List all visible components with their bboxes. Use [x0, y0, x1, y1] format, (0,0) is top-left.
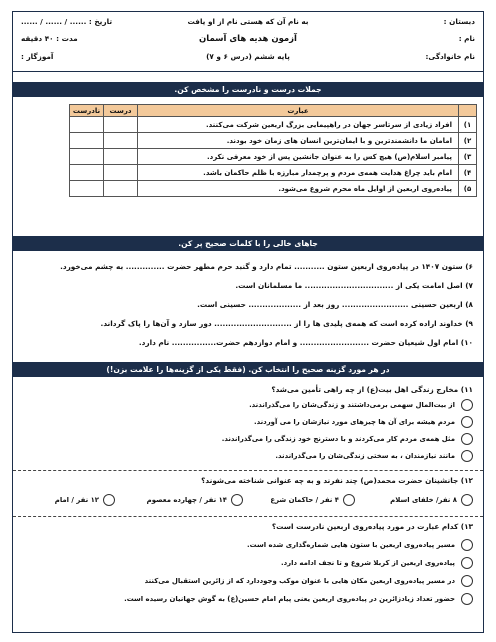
- option-radio[interactable]: [461, 593, 473, 605]
- exam-title: آزمون هدیه های آسمان: [199, 34, 297, 44]
- row-number: ۴): [459, 165, 477, 181]
- row-text: افراد زیادی از سرتاسر جهان در راهپیمایی بزرگ اربعین شرکت می‌کنند.: [138, 117, 459, 133]
- exam-header: [13, 12, 483, 72]
- option-radio[interactable]: [103, 494, 115, 506]
- table-row: [70, 165, 477, 181]
- option-text: ۴ نفر / حاکمان شرع: [270, 496, 339, 504]
- option-text: در مسیر پیاده‌روی اربعین مکان هایی با عنوان موکب وجوددارد که از زائرین استقبال می‌کنند: [144, 577, 455, 585]
- col-number: [459, 105, 477, 117]
- row-number: ۱): [459, 117, 477, 133]
- basmala: به نام آن که هستی نام از او یافت: [187, 17, 309, 26]
- option-radio[interactable]: [461, 450, 473, 462]
- fill-blank-line: ۷) اصل امامت یکی از ................................ ما مسلمانان است.: [235, 281, 473, 290]
- table-row: [70, 133, 477, 149]
- exam-sheet: [12, 11, 484, 633]
- true-false-table: [69, 104, 477, 197]
- true-cell[interactable]: [104, 181, 138, 197]
- row-text: امامان ما دانشمندترین و با ایمان‌ترین انسان های زمان خود بودند.: [138, 133, 459, 149]
- col-phrase: عبارت: [138, 105, 459, 117]
- section3-title: در هر مورد گزینه صحیح را انتخاب کن. (فقط یکی از گزینه‌ها را علامت بزن!): [13, 362, 483, 377]
- false-cell[interactable]: [70, 117, 104, 133]
- table-row: [70, 181, 477, 197]
- col-true: درست: [104, 105, 138, 117]
- table-row: [70, 149, 477, 165]
- fill-blank-line: ۹) خداوند اراده کرده است که همه‌ی پلیدی ها را از ............................ دور سازد و آن‌ها را پاک گرداند.: [100, 319, 473, 328]
- option-text: ۱۴ نفر / چهارده معصوم: [146, 496, 227, 504]
- name-label: نام :: [458, 34, 475, 43]
- row-number: ۵): [459, 181, 477, 197]
- section1-title: جملات درست و نادرست را مشخص کن.: [13, 82, 483, 97]
- false-cell[interactable]: [70, 149, 104, 165]
- option-radio[interactable]: [461, 416, 473, 428]
- option-text: حضور تعداد زیادزائرین در پیاده‌روی اربعین یعنی پیام امام حسین(ع) به گوش جهانیان رسیده است.: [124, 595, 455, 603]
- option-text: مثل همه‌ی مردم کار می‌کردند و با دسترنج خود زندگی را می‌گذراندند.: [221, 435, 455, 443]
- teacher-label: آموزگار :: [21, 52, 54, 61]
- row-text: امام باید چراغ هدایت همه‌ی مردم و پرچمدار مبارزه با ظلم حاکمان باشد.: [138, 165, 459, 181]
- divider: [13, 470, 483, 471]
- duration-label: مدت : ۴۰ دقیقه: [21, 34, 78, 43]
- date-label: تاریخ : ...... / ...... / ......: [21, 17, 113, 26]
- option-text: مردم هیشه برای آن ها چیزهای مورد نیازشان را می آوردند.: [253, 418, 455, 426]
- option-radio[interactable]: [461, 433, 473, 445]
- section2-title: جاهای خالی را با کلمات صحیح پر کن.: [13, 236, 483, 251]
- option-radio[interactable]: [461, 494, 473, 506]
- option-text: ۱۲ نفر / امام: [54, 496, 99, 504]
- row-number: ۳): [459, 149, 477, 165]
- school-label: دبستان :: [443, 17, 475, 26]
- question-12: ۱۲) جانشینان حضرت محمد(ص) چند نفرند و به چه عنوانی شناخته می‌شوند؟: [201, 476, 473, 485]
- false-cell[interactable]: [70, 133, 104, 149]
- true-cell[interactable]: [104, 133, 138, 149]
- fill-blank-line: ۱۰) امام اول شیعیان حضرت ......................... و امام دوازدهم حضرت................ نام دارد.: [138, 338, 473, 347]
- option-radio[interactable]: [343, 494, 355, 506]
- true-cell[interactable]: [104, 165, 138, 181]
- col-false: نادرست: [70, 105, 104, 117]
- divider: [13, 516, 483, 517]
- false-cell[interactable]: [70, 165, 104, 181]
- grade-label: پایه ششم (درس ۶ و ۷): [206, 52, 290, 61]
- table-row: [70, 117, 477, 133]
- option-text: از بیت‌المال سهمی برمی‌داشتند و زندگی‌شان را می‌گذراندند.: [249, 401, 455, 409]
- option-text: مسیر پیاده‌روی اربعین با ستون هایی شماره‌گذاری شده است.: [247, 541, 455, 549]
- option-radio[interactable]: [461, 575, 473, 587]
- row-text: پیاده‌روی اربعین از اوایل ماه محرم شروع می‌شود.: [138, 181, 459, 197]
- family-label: نام خانوادگی:: [425, 52, 475, 61]
- false-cell[interactable]: [70, 181, 104, 197]
- row-number: ۲): [459, 133, 477, 149]
- fill-blank-line: ۸) اربعین حسینی ........................ روز بعد از ................... حسینی است.: [197, 300, 473, 309]
- option-text: مانند نیازمندان ، به سختی زندگی‌شان را می‌گذراندند.: [275, 452, 455, 460]
- question-13: ۱۳) کدام عبارت در مورد پیاده‌روی اربعین نادرست است؟: [271, 522, 473, 531]
- question-11: ۱۱) مخارج زندگی اهل بیت(ع) از چه راهی تأمین می‌شد؟: [271, 385, 473, 394]
- row-text: پیامبر اسلام(ص) هیچ کس را به عنوان جانشین پس از خود معرفی نکرد.: [138, 149, 459, 165]
- option-radio[interactable]: [461, 539, 473, 551]
- fill-blank-line: ۶) ستون ۱۴۰۷ در پیاده‌روی اربعین ستون ........... تمام دارد و گنبد حرم مطهر حضرت .............. به چشم می‌خورد.: [60, 262, 473, 271]
- option-radio[interactable]: [231, 494, 243, 506]
- option-radio[interactable]: [461, 557, 473, 569]
- true-cell[interactable]: [104, 117, 138, 133]
- true-cell[interactable]: [104, 149, 138, 165]
- option-radio[interactable]: [461, 399, 473, 411]
- option-text: پیاده‌روی اربعین از کربلا شروع و تا نجف ادامه دارد.: [280, 559, 455, 567]
- option-text: ۸ نفر/ خلفای اسلام: [390, 496, 457, 504]
